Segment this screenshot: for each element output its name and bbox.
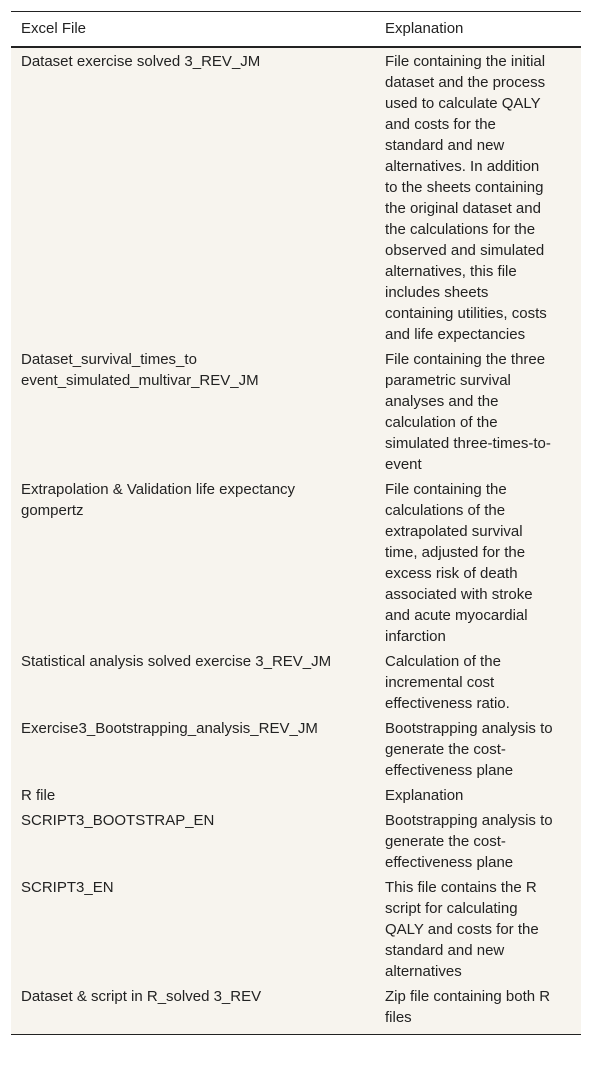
- explanation-cell: Bootstrapping analysis to generate the cost-effectiveness plane: [385, 812, 553, 871]
- file-name-cell: SCRIPT3_EN: [21, 879, 114, 896]
- table-row: [11, 649, 581, 716]
- table-row: [11, 808, 581, 875]
- file-name-cell: SCRIPT3_BOOTSTRAP_EN: [21, 812, 215, 829]
- files-table: [11, 11, 581, 1035]
- header-explanation: Explanation: [375, 12, 581, 48]
- table-row: [11, 984, 581, 1035]
- header-excel-file: Excel File: [11, 12, 375, 48]
- explanation-cell: File containing the initial dataset and the process used to calculate QALY and costs for the standard and new alternatives. In addition to the sheets containing the original dataset and the calculations for the observed and simulated alternatives, this file includes sheets containing utilities, costs and life expectancies: [385, 53, 547, 343]
- explanation-cell: Zip file containing both R files: [375, 984, 581, 1035]
- table-row: [11, 477, 581, 649]
- table-body: [11, 47, 581, 1035]
- header-row: [11, 12, 581, 48]
- file-name-cell: Extrapolation & Validation life expectancy gompertz: [21, 481, 296, 519]
- file-name-cell: Exercise3_Bootstrapping_analysis_REV_JM: [21, 720, 318, 737]
- explanation-cell: This file contains the R script for calculating QALY and costs for the standard and new alternatives: [385, 879, 539, 980]
- explanation-cell: File containing the three parametric survival analyses and the calculation of the simulated three-times-to-event: [385, 351, 551, 473]
- files-table-container: [11, 11, 581, 1035]
- table-row: [11, 716, 581, 783]
- table-row: [11, 347, 581, 477]
- table-header: [11, 12, 581, 48]
- file-name-cell: Dataset & script in R_solved 3_REV: [11, 984, 375, 1035]
- file-name-cell: Dataset_survival_times_to event_simulated_multivar_REV_JM: [21, 351, 259, 389]
- table-row: [11, 47, 581, 347]
- explanation-cell: Explanation: [385, 787, 464, 804]
- file-name-cell: R file: [21, 787, 56, 804]
- explanation-cell: Calculation of the incremental cost effectiveness ratio.: [385, 653, 510, 712]
- table-row: [11, 783, 581, 808]
- file-name-cell: Statistical analysis solved exercise 3_REV_JM: [21, 653, 332, 670]
- explanation-cell: File containing the calculations of the extrapolated survival time, adjusted for the excess risk of death associated with stroke and acute myocardial infarction: [385, 481, 533, 645]
- file-name-cell: Dataset exercise solved 3_REV_JM: [21, 53, 261, 70]
- table-row: [11, 875, 581, 984]
- explanation-cell: Bootstrapping analysis to generate the cost-effectiveness plane: [385, 720, 553, 779]
